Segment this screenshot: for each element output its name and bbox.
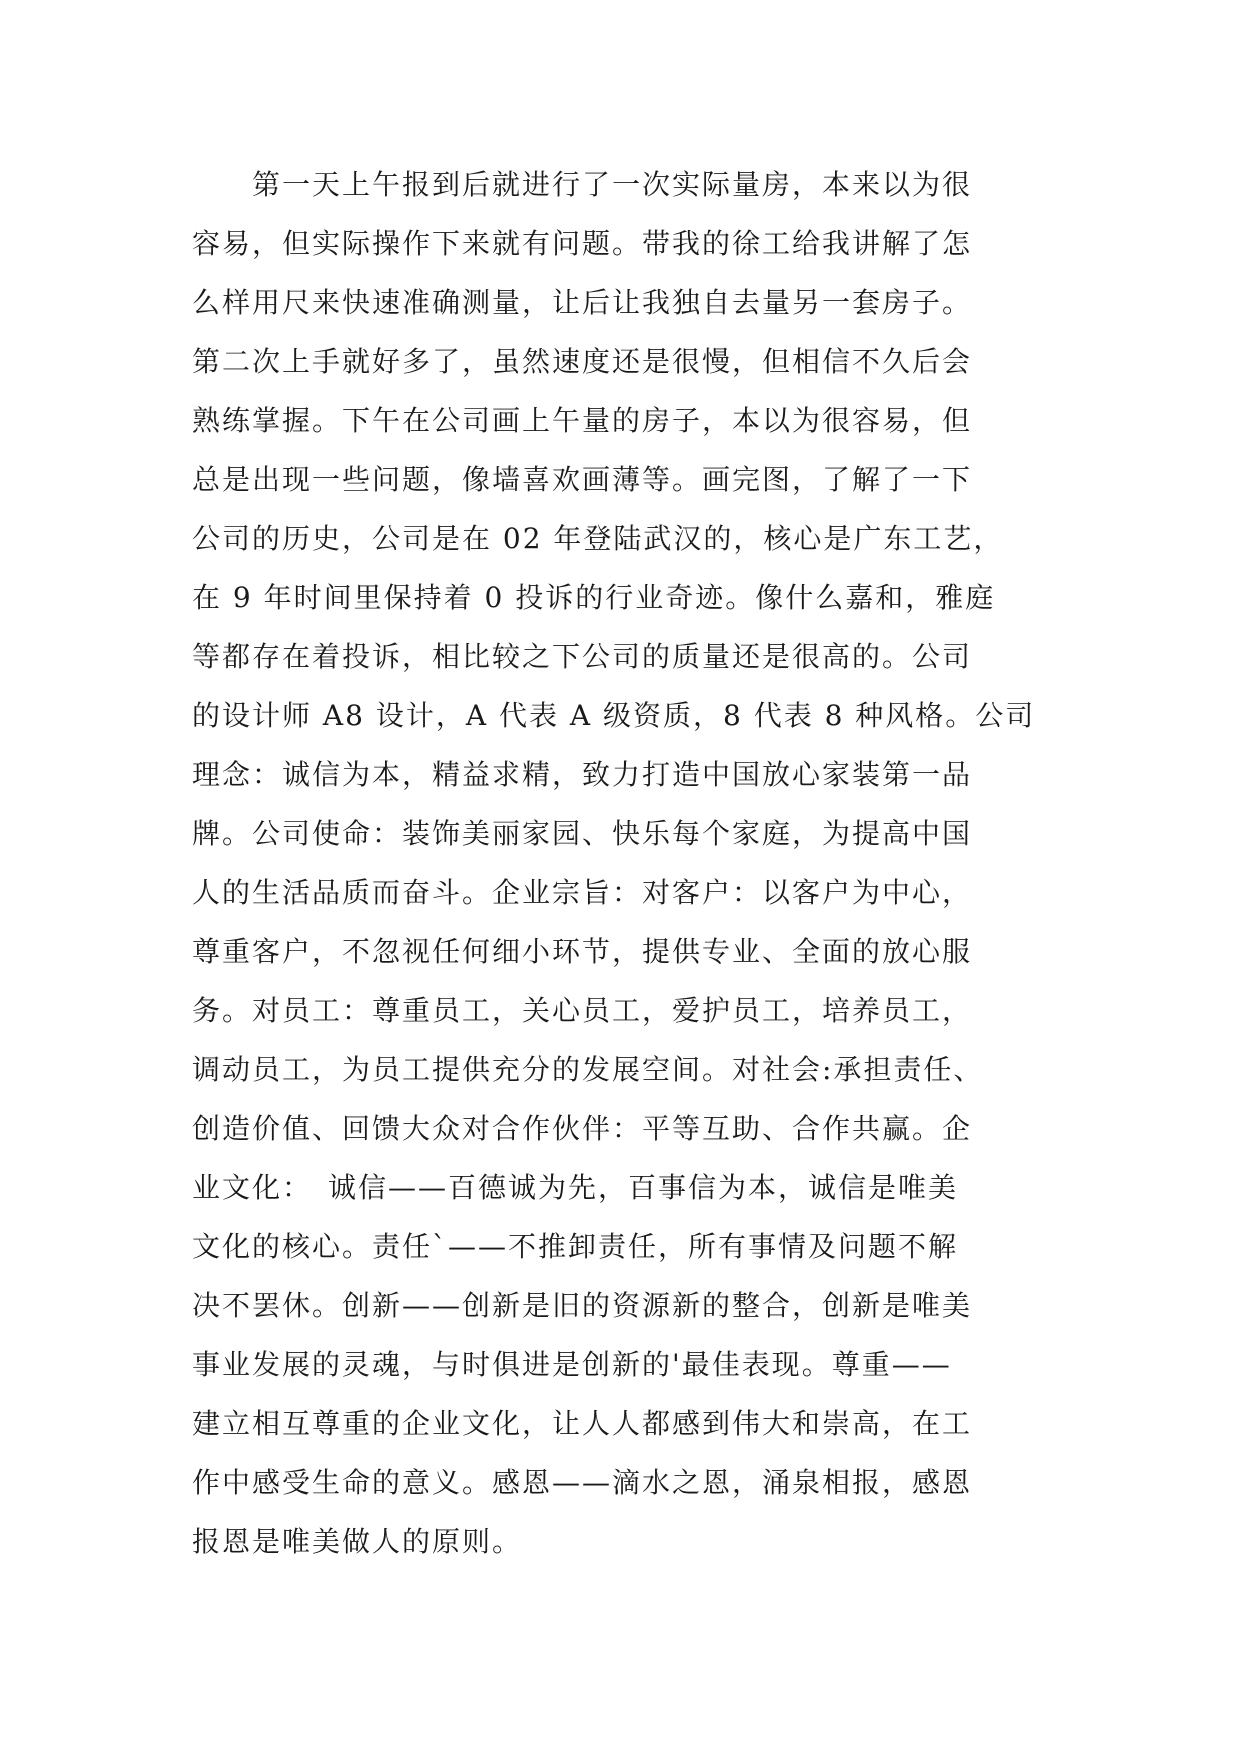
text-line: 人的生活品质而奋斗。企业宗旨：对客户：以客户为中心， xyxy=(192,876,973,909)
text-line: 建立相互尊重的企业文化，让人人都感到伟大和崇高，在工 xyxy=(192,1407,973,1440)
text-line: 牌。公司使命：装饰美丽家园、快乐每个家庭，为提高中国 xyxy=(192,817,973,850)
text-line: 事业发展的灵魂，与时俱进是创新的'最佳表现。尊重—— xyxy=(192,1348,952,1381)
text-line: 容易，但实际操作下来就有问题。带我的徐工给我讲解了怎 xyxy=(192,227,973,260)
text-line: 公司的历史，公司是在 02 年登陆武汉的，核心是广东工艺， xyxy=(192,522,1004,555)
text-line: 报恩是唯美做人的原则。 xyxy=(192,1525,523,1558)
text-line: 么样用尺来快速准确测量，让后让我独自去量另一套房子。 xyxy=(192,286,973,319)
text-line: 创造价值、回馈大众对合作伙伴：平等互助、合作共赢。企 xyxy=(192,1112,973,1145)
text-line: 务。对员工：尊重员工，关心员工，爱护员工，培养员工， xyxy=(192,994,973,1027)
text-line: 尊重客户，不忽视任何细小环节，提供专业、全面的放心服 xyxy=(192,935,973,968)
text-line: 等都存在着投诉，相比较之下公司的质量还是很高的。公司 xyxy=(192,640,973,673)
text-line: 作中感受生命的意义。感恩——滴水之恩，涌泉相报，感恩 xyxy=(192,1466,973,1499)
text-line: 理念：诚信为本，精益求精，致力打造中国放心家装第一品 xyxy=(192,758,973,791)
text-line: 的设计师 A8 设计，A 代表 A 级资质，8 代表 8 种风格。公司 xyxy=(192,699,1036,732)
text-line: 总是出现一些问题，像墙喜欢画薄等。画完图，了解了一下 xyxy=(192,463,973,496)
text-line: 决不罢休。创新——创新是旧的资源新的整合，创新是唯美 xyxy=(192,1289,973,1322)
body-paragraph xyxy=(192,155,1072,1571)
text-line: 熟练掌握。下午在公司画上午量的房子，本以为很容易，但 xyxy=(192,404,973,437)
text-line: 在 9 年时间里保持着 0 投诉的行业奇迹。像什么嘉和，雅庭 xyxy=(192,581,996,614)
text-line: 业文化： 诚信——百德诚为先，百事信为本，诚信是唯美 xyxy=(192,1171,959,1204)
text-line: 调动员工，为员工提供充分的发展空间。对社会:承担责任、 xyxy=(192,1053,984,1086)
text-line: 第二次上手就好多了，虽然速度还是很慢，但相信不久后会 xyxy=(192,345,973,378)
text-line: 文化的核心。责任`——不推卸责任，所有事情及问题不解 xyxy=(192,1230,959,1263)
text-line: 第一天上午报到后就进行了一次实际量房，本来以为很 xyxy=(192,168,973,201)
